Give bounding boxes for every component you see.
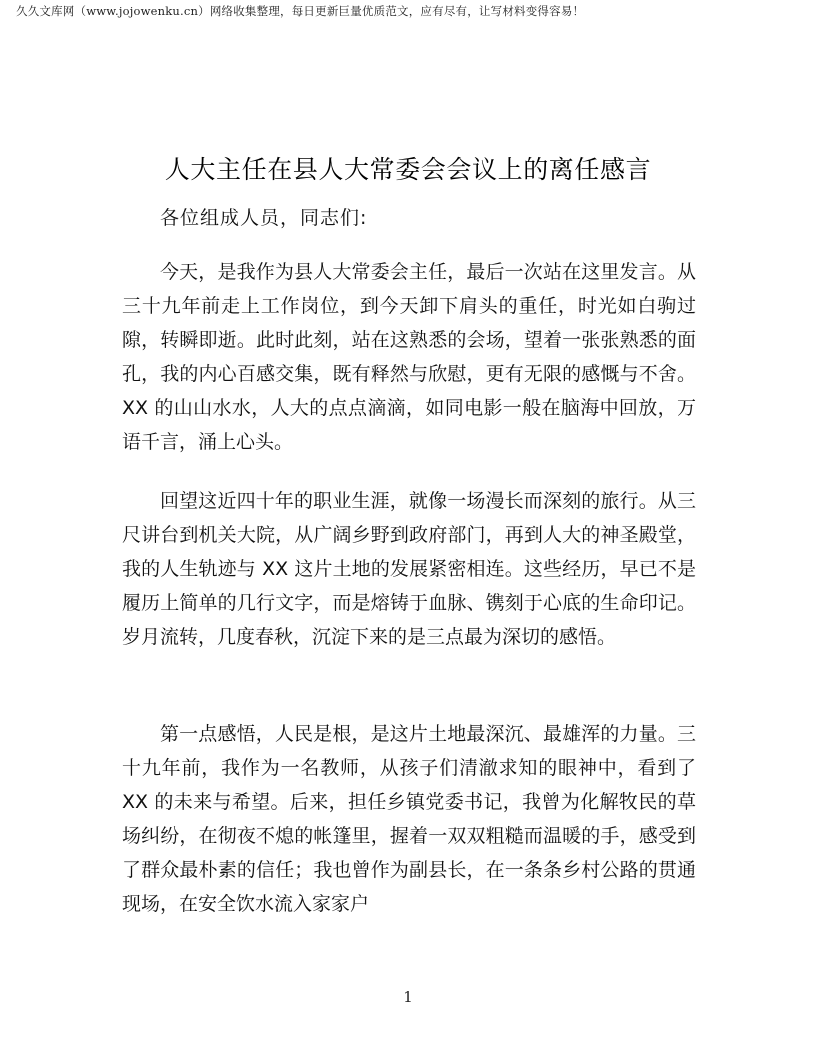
body-paragraph: 今天，是我作为县人大常委会主任，最后一次站在这里发言。从三十九年前走上工作岗位，到今天卸下肩头的重任，时光如白驹过隙，转瞬即逝。此时此刻，站在这熟悉的会场，望着一张张熟悉的面孔，我的内心百感交集，既有释然与欣慰，更有无限的感慨与不舍。XX 的山山水水，人大的点点滴滴，如同电影一般在脑海中回放，万语千言，涌上心头。 — [122, 261, 696, 453]
salutation: 各位组成人员，同志们: — [160, 207, 368, 229]
site-header-note: 久久文库网（www.jojowenku.cn）网络收集整理，每日更新巨量优质范文，应有尽有，让写材料变得容易！ — [16, 4, 585, 18]
page-number: 1 — [403, 988, 413, 1006]
body-paragraph: 第一点感悟，人民是根，是这片土地最深沉、最雄浑的力量。三十九年前，我作为一名教师，从孩子们清澈求知的眼神中，看到了 XX 的未来与希望。后来，担任乡镇党委书记，我曾为化解牧民的草场纠纷，在彻夜不熄的帐篷里，握着一双双粗糙而温暖的手，感受到了群众最朴素的信任；我也曾作为副县长，在一条条乡村公路的贯通现场，在安全饮水流入家家户 — [122, 723, 696, 915]
document-title: 人大主任在县人大常委会会议上的离任感言 — [164, 155, 652, 184]
body-paragraph: 回望这近四十年的职业生涯，就像一场漫长而深刻的旅行。从三尺讲台到机关大院，从广阔乡野到政府部门，再到人大的神圣殿堂，我的人生轨迹与 XX 这片土地的发展紧密相连。这些经历，早已不是履历上简单的几行文字，而是熔铸于血脉、镌刻于心底的生命印记。岁月流转，几度春秋，沉淀下来的是三点最为深切的感悟。 — [122, 490, 696, 648]
